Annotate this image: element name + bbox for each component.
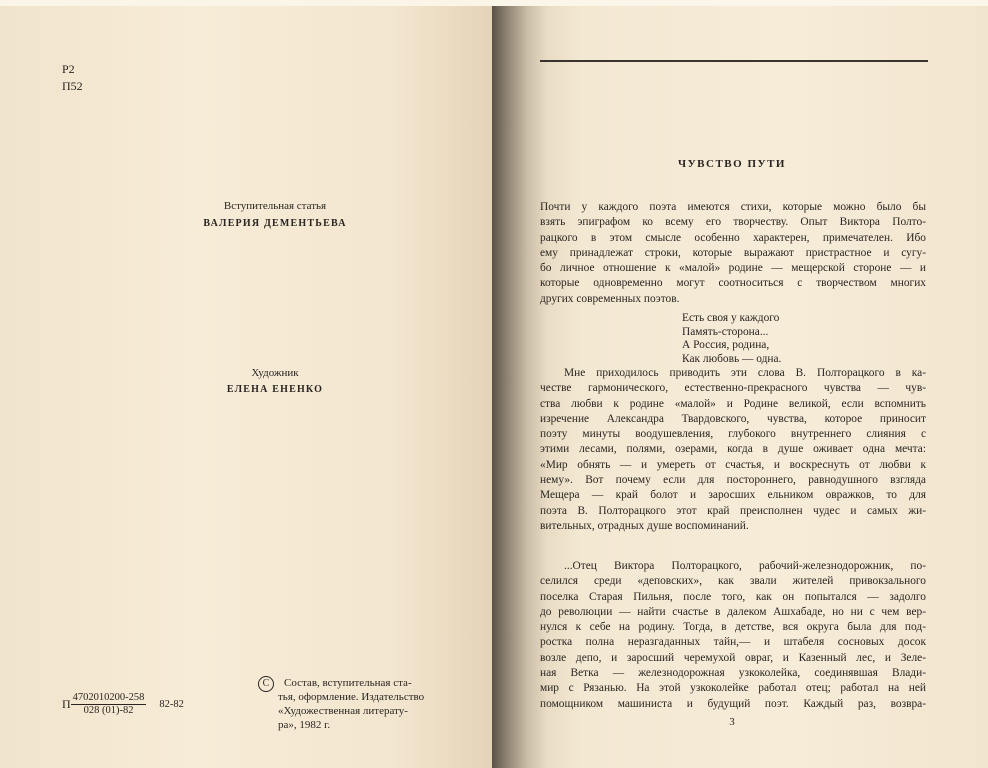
p3-line: возле депо, и заросший черемухой овраг, и Казенный лес, и Зеле- (540, 651, 926, 664)
intro-label: Вступительная статья (223, 200, 327, 212)
chapter-heading: ЧУВСТВО ПУТИ (678, 158, 786, 170)
class-code-2: П52 (62, 79, 83, 93)
page-edge (0, 0, 492, 6)
intro-author: ВАЛЕРИЯ ДЕМЕНТЬЕВА (203, 218, 347, 229)
copyright-line-1: Состав, вступительная ста- (284, 677, 412, 689)
poem-line: А Россия, родина, (682, 339, 770, 351)
isbn-block (62, 692, 184, 717)
isbn-suffix: 82-82 (159, 699, 184, 710)
copyright-line-2: тья, оформление. Издательство (278, 691, 425, 703)
class-code-1: Р2 (62, 62, 75, 76)
p1-line: взять эпиграфом ко всему его творчеству. Опыт Виктора Полто- (540, 216, 926, 229)
p2-line: поэта В. Полторацкого этот край преисполнен чудес и самых жи- (540, 504, 926, 517)
copyright-block (258, 676, 454, 732)
p3-line: нулся к себе на родину. Тогда, в детстве, вся округа была для под- (540, 621, 926, 634)
p2-line: Мне приходилось приводить эти слова В. Полторацкого в ка- (564, 367, 926, 379)
p2-line: честве гармонического, естественно-прекрасного чувства — чув- (540, 382, 926, 395)
paragraph-3 (540, 559, 926, 712)
poem-line: Как любовь — одна. (682, 352, 782, 365)
p3-line: мир с Рязанью. На этой узкоколейке работал отец; работал на ней (540, 682, 926, 695)
p2-line: вительных, отрадных душе воспоминаний. (540, 519, 749, 532)
p3-line: до революции — найти счастье в далеком Ашхабаде, но ни с чем вер- (540, 605, 926, 618)
poem-line: Есть своя у каждого (682, 312, 780, 324)
copyright-line-4: ра», 1982 г. (278, 719, 331, 731)
artist-name: ЕЛЕНА ЕНЕНКО (226, 384, 324, 395)
p2-line: Мещера — край болот и заросших ельником овражков, то для (540, 489, 926, 502)
poem (682, 312, 781, 366)
p1-line: ему принадлежат строки, которые выражают пристрастное и сугу- (540, 246, 926, 259)
p3-line: ная Ветка — железнодорожная узкоколейка, соединявшая Влади- (540, 667, 926, 680)
p2-line: ства любви к родине «малой» и Родине великой, если вспомнить (540, 397, 926, 410)
p1-line: других современных поэтов. (540, 292, 680, 305)
artist-label: Художник (251, 367, 299, 379)
left-page (0, 0, 492, 768)
isbn-prefix: П (62, 697, 71, 711)
top-rule (540, 60, 928, 62)
page-edge (492, 0, 988, 6)
p3-line: ...Отец Виктора Полторацкого, рабочий-железнодорожник, по- (564, 560, 926, 572)
p2-line: «Мир обнять — и умереть от счастья, и воскреснуть от любви к (540, 458, 926, 471)
p1-line: бо личное отношение к «малой» родине — мещерской стороне — и (540, 262, 926, 275)
copyright-line-3: «Художественная литерату- (278, 705, 408, 717)
p3-line: помощником машиниста и будущий поэт. Каждый раз, возвра- (540, 697, 926, 710)
poem-line: Память-сторона... (682, 325, 769, 338)
copyright-icon: C (258, 676, 274, 692)
isbn-numerator: 4702010200-258 (72, 692, 145, 703)
p1-line: рацкого в этом смысле особенно характерен, примечателен. Ибо (540, 231, 926, 244)
paragraph-1 (540, 200, 926, 307)
isbn-fraction (71, 692, 147, 717)
p3-line: селился среди «деповских», как звали жителей привокзального (540, 575, 926, 588)
p3-line: ростка полна неразгаданных тайн,— и штабеля сосновых досок (540, 636, 926, 649)
right-page (492, 0, 988, 768)
isbn-denominator: 028 (01)-82 (83, 705, 134, 716)
p3-line: поселка Старая Пильня, после того, как он попытался — задолго (540, 590, 926, 603)
p2-line: поэту минуты воодушевления, глубокого внутреннего слияния с (540, 428, 926, 441)
p1-line: которые одновременно могут соотноситься с творчеством многих (540, 277, 926, 290)
paragraph-2 (540, 366, 926, 534)
p2-line: нему». Вот почему если для постороннего, равнодушного взгляда (540, 474, 926, 487)
p2-line: этими лесами, полями, озерами, когда в душе оживает одна мечта: (540, 443, 926, 456)
p1-line: Почти у каждого поэта имеются стихи, которые можно было бы (540, 201, 926, 213)
p2-line: изречение Александра Твардовского, чувства, которое приносит (540, 412, 926, 425)
page-number: 3 (729, 716, 735, 728)
